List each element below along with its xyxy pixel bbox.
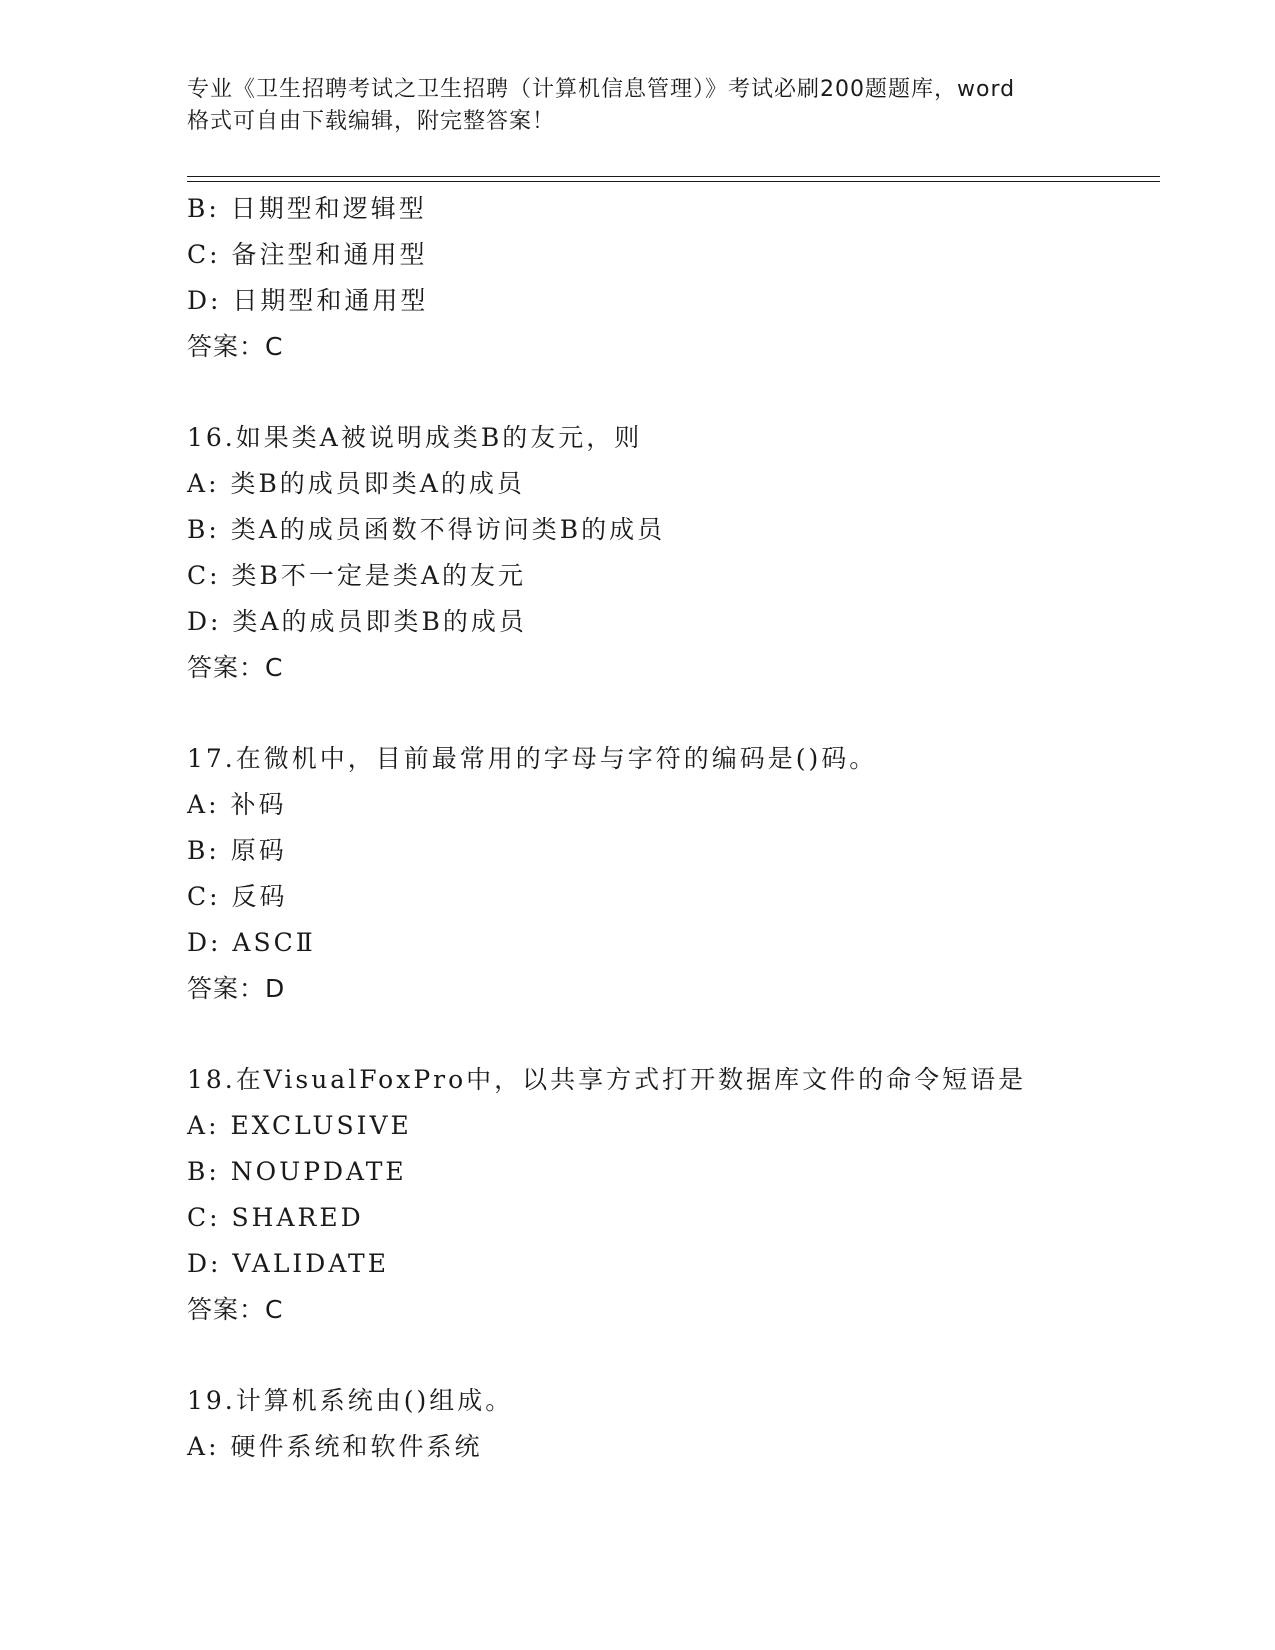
option-c: C: SHARED	[187, 1203, 364, 1232]
header-divider-top	[187, 176, 1160, 177]
question-partial	[187, 186, 1167, 370]
header-line-1: 专业《卫生招聘考试之卫生招聘（计算机信息管理）》考试必刷200题题库，word	[187, 77, 1016, 102]
option-b: B: 原码	[187, 836, 287, 865]
answer-line: 答案：C	[187, 653, 284, 682]
question-17	[187, 736, 1167, 1012]
option-b: B: 类A的成员函数不得访问类B的成员	[187, 515, 666, 544]
option-d: D: 类A的成员即类B的成员	[187, 607, 527, 636]
option-a: A: 硬件系统和软件系统	[187, 1432, 483, 1461]
option-a: A: 补码	[187, 790, 287, 819]
option-d: D: 日期型和通用型	[187, 286, 429, 315]
option-c: C: 备注型和通用型	[187, 240, 428, 269]
question-text: 18.在VisualFoxPro中，以共享方式打开数据库文件的命令短语是	[187, 1065, 1027, 1094]
option-a: A: 类B的成员即类A的成员	[187, 469, 525, 498]
header-divider-bottom	[187, 181, 1160, 182]
option-b: B: NOUPDATE	[187, 1157, 407, 1186]
answer-line: 答案：D	[187, 974, 286, 1003]
question-list	[187, 186, 1167, 1470]
option-a: A: EXCLUSIVE	[187, 1111, 412, 1140]
option-b: B: 日期型和逻辑型	[187, 194, 427, 223]
answer-line: 答案：C	[187, 1295, 284, 1324]
option-d: D: VALIDATE	[187, 1249, 389, 1278]
question-19	[187, 1378, 1167, 1470]
option-c: C: 类B不一定是类A的友元	[187, 561, 526, 590]
question-text: 19.计算机系统由()组成。	[187, 1386, 514, 1415]
question-16	[187, 415, 1167, 691]
option-d: D: ASCⅡ	[187, 928, 316, 957]
question-18	[187, 1057, 1167, 1333]
document-header	[187, 74, 1087, 138]
question-text: 17.在微机中，目前最常用的字母与字符的编码是()码。	[187, 744, 878, 773]
option-c: C: 反码	[187, 882, 288, 911]
answer-line: 答案：C	[187, 332, 284, 361]
header-line-2: 格式可自由下载编辑，附完整答案！	[187, 109, 556, 134]
question-text: 16.如果类A被说明成类B的友元，则	[187, 423, 643, 452]
